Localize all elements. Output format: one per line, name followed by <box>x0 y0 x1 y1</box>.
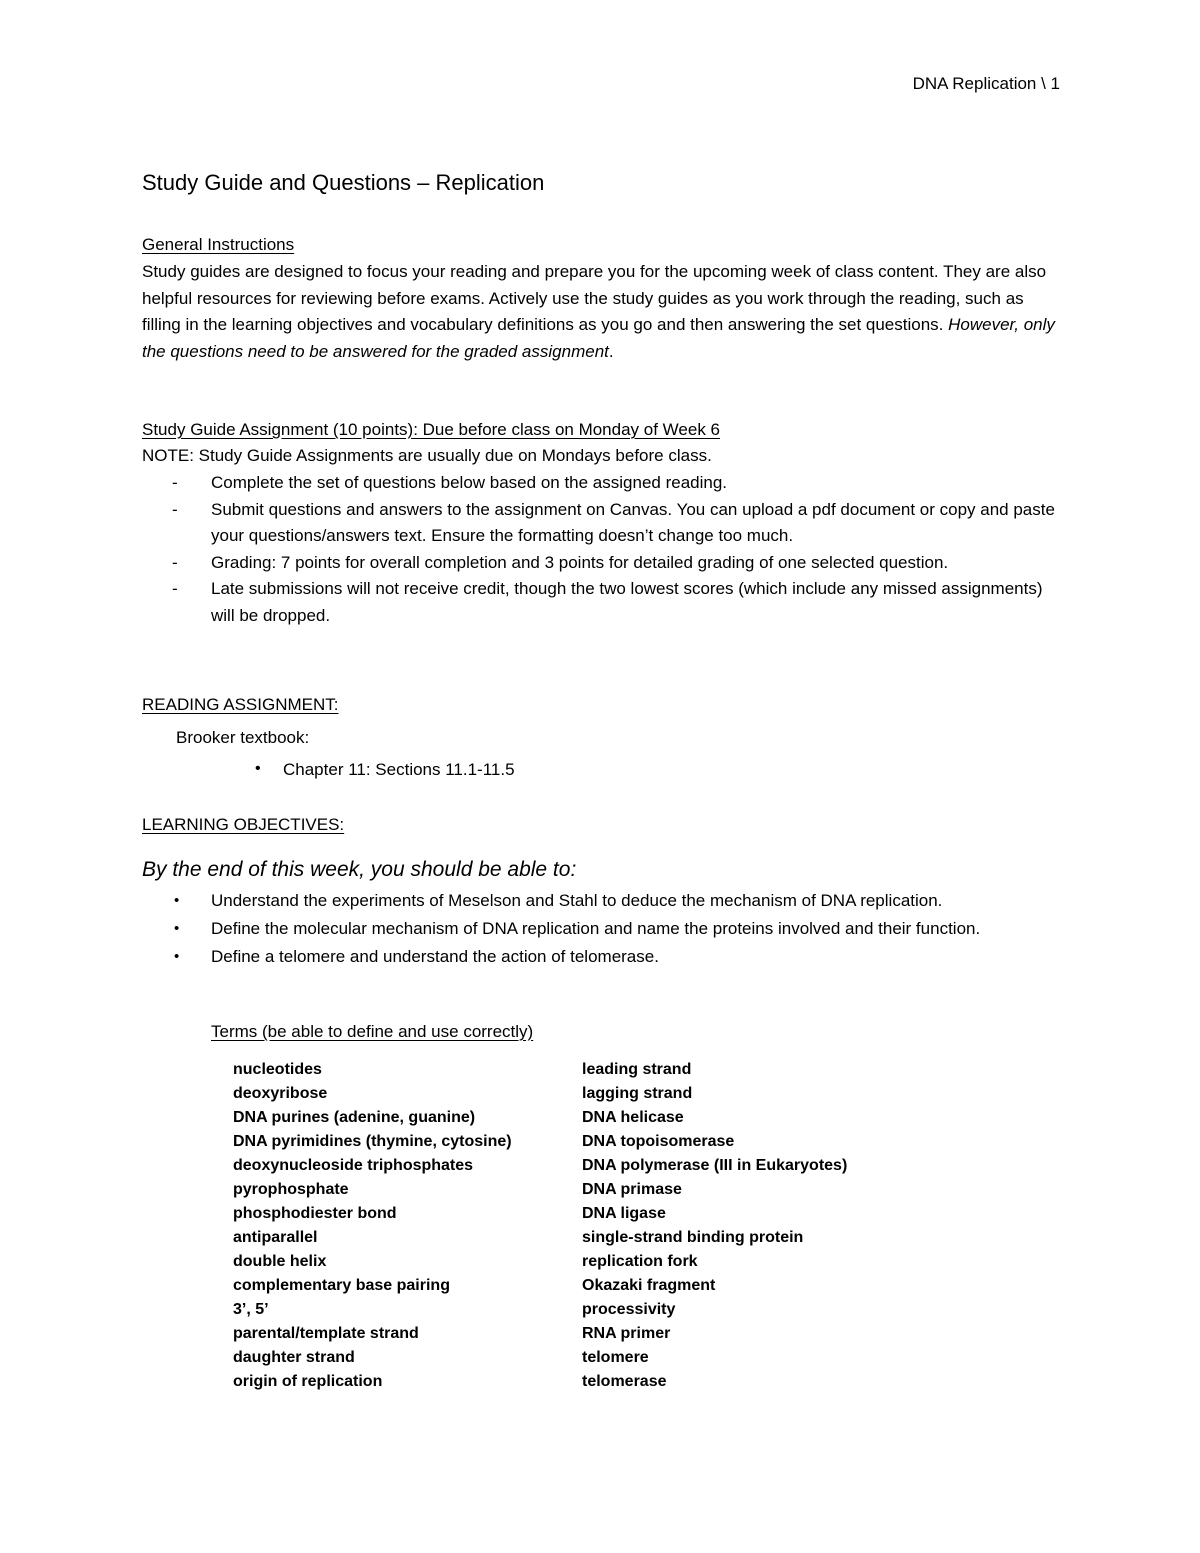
terms-heading: Terms (be able to define and use correctly) <box>211 1022 534 1041</box>
list-item-text: Submit questions and answers to the assignment on Canvas. You can upload a pdf document or copy and paste your questions/answers text. Ensure the formatting doesn’t change too much. <box>211 499 1055 545</box>
bullet-marker: • <box>255 760 261 777</box>
general-end-text: . <box>608 341 614 361</box>
term-item: lagging strand <box>582 1085 693 1102</box>
dash-marker: - <box>172 473 178 492</box>
document-title: Study Guide and Questions – Replication <box>142 170 545 195</box>
list-item-text: Complete the set of questions below based on the assigned reading. <box>211 473 728 492</box>
list-item-text: Grading: 7 points for overall completion and 3 points for detailed grading of one selected question. <box>211 552 949 572</box>
list-item <box>172 915 1062 942</box>
general-instructions-body <box>142 259 1062 365</box>
assignment-heading: Study Guide Assignment (10 points): Due before class on Monday of Week 6 <box>142 420 720 439</box>
term-item: antiparallel <box>233 1229 318 1246</box>
term-item: complementary base pairing <box>233 1277 450 1294</box>
term-item: nucleotides <box>233 1061 322 1078</box>
term-item: 3’, 5’ <box>233 1301 269 1318</box>
term-item: DNA purines (adenine, guanine) <box>233 1109 476 1126</box>
term-item: DNA primase <box>582 1181 682 1198</box>
term-item: parental/template strand <box>233 1325 419 1342</box>
term-item: double helix <box>233 1253 327 1270</box>
dash-marker: - <box>172 499 178 519</box>
list-item-text: Understand the experiments of Meselson and Stahl to deduce the mechanism of DNA replication. <box>211 891 943 910</box>
objectives-heading: LEARNING OBJECTIVES: <box>142 815 345 834</box>
list-item <box>172 550 1062 577</box>
term-item: Okazaki fragment <box>582 1277 716 1294</box>
list-item-text: Late submissions will not receive credit, though the two lowest scores (which include any missed assignments) will be dropped. <box>211 579 1043 625</box>
assignment-note: NOTE: Study Guide Assignments are usually due on Mondays before class. <box>142 446 712 465</box>
term-item: RNA primer <box>582 1325 671 1342</box>
reading-source: Brooker textbook: <box>176 728 310 747</box>
bullet-marker: • <box>174 920 180 937</box>
list-item <box>172 887 1062 914</box>
term-item: DNA helicase <box>582 1109 684 1126</box>
term-item: phosphodiester bond <box>233 1205 397 1222</box>
term-item: origin of replication <box>233 1373 383 1390</box>
dash-marker: - <box>172 552 178 572</box>
term-item: DNA polymerase (III in Eukaryotes) <box>582 1157 848 1174</box>
term-item: replication fork <box>582 1253 698 1270</box>
term-item: daughter strand <box>233 1349 355 1366</box>
list-item <box>172 497 1062 550</box>
terms-column-left <box>233 1058 512 1394</box>
running-head: DNA Replication \ 1 <box>912 74 1060 93</box>
list-item-text: Define a telomere and understand the action of telomerase. <box>211 947 659 966</box>
bullet-marker: • <box>174 892 180 909</box>
term-item: leading strand <box>582 1061 692 1078</box>
term-item: single-strand binding protein <box>582 1229 804 1246</box>
dash-marker: - <box>172 579 178 598</box>
list-item <box>172 943 1062 970</box>
reading-chapter: Chapter 11: Sections 11.1-11.5 <box>283 760 515 779</box>
term-item: telomerase <box>582 1373 667 1390</box>
objectives-list <box>172 887 1062 971</box>
term-item: deoxyribose <box>233 1085 328 1102</box>
objectives-lead: By the end of this week, you should be able to: <box>142 858 577 881</box>
general-emphasis-text: However, only the questions need to be answered for the graded assignment <box>142 315 1055 361</box>
list-item <box>172 470 1062 497</box>
reading-heading: READING ASSIGNMENT: <box>142 695 339 714</box>
general-instructions-heading: General Instructions <box>142 235 295 254</box>
term-item: DNA topoisomerase <box>582 1133 735 1150</box>
terms-column-right <box>582 1058 847 1394</box>
term-item: pyrophosphate <box>233 1181 349 1198</box>
bullet-marker: • <box>174 948 180 965</box>
term-item: DNA pyrimidines (thymine, cytosine) <box>233 1133 512 1150</box>
assignment-list <box>172 470 1062 629</box>
term-item: processivity <box>582 1301 676 1318</box>
list-item <box>172 576 1062 629</box>
term-item: DNA ligase <box>582 1205 666 1222</box>
list-item-text: Define the molecular mechanism of DNA replication and name the proteins involved and their function. <box>211 919 981 938</box>
term-item: deoxynucleoside triphosphates <box>233 1157 474 1174</box>
term-item: telomere <box>582 1349 649 1366</box>
general-body-text: Study guides are designed to focus your reading and prepare you for the upcoming week of class content. They are also helpful resources for reviewing before exams. Actively use the study guides as you work through the reading, such as filling in the learning objectives and vocabulary definitions as you go and then answering the set questions. <box>142 262 1047 334</box>
